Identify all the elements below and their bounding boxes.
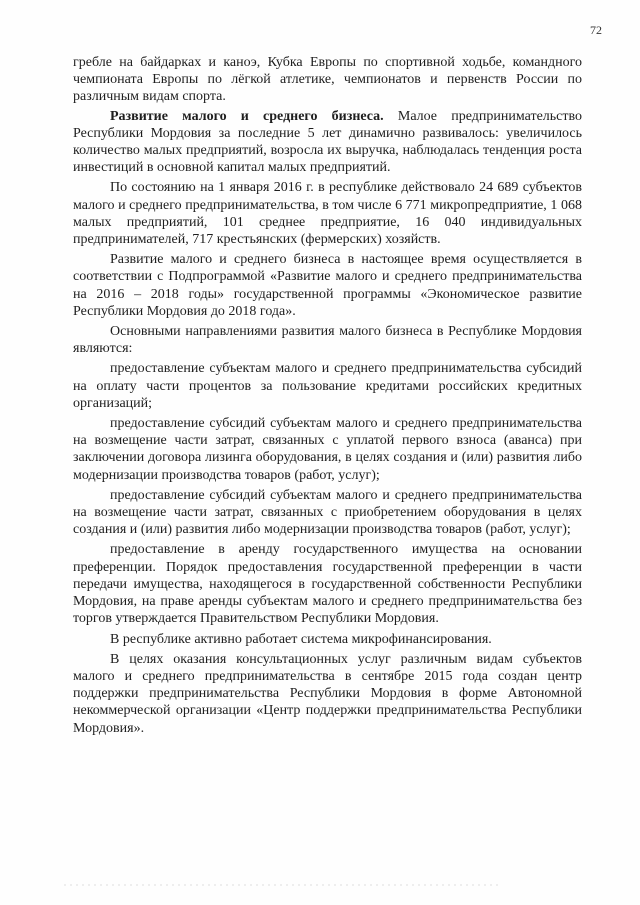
- body-text: [73, 54, 582, 740]
- list-item-leasing-subsidies: предоставление субсидий субъектам малого и среднего предпринимательства на возмещение части затрат, связанных с уплатой первого взноса (аванса) при заключении договора лизинга оборудования, в целях создания и (или) развития либо модернизации производства товаров (работ, услуг);: [73, 416, 582, 483]
- paragraph-sme-development: [73, 108, 582, 177]
- list-item-property-lease: предоставление в аренду государственного имущества на основании преференции. Порядок предоставления государственной преференции в части передачи имущества, находящегося в государственной собственности Республики Мордовия, на праве аренды субъектам малого и среднего предпринимательства без торгов утверждается Правительством Республики Мордовия.: [73, 542, 582, 627]
- paragraph-microfinance: В республике активно работает система микрофинансирования.: [110, 631, 492, 647]
- paragraph-subprogram: Развитие малого и среднего бизнеса в настоящее время осуществляется в соответствии с Подпрограммой «Развитие малого и среднего предпринимательства на 2016 – 2018 годы» государственной программы «Экономическое развитие Республики Мордовия до 2018 года».: [73, 252, 582, 319]
- list-item-interest-subsidies: предоставление субъектам малого и среднего предпринимательства субсидий на оплату части процентов за пользование кредитами российских кредитных организаций;: [73, 361, 582, 411]
- list-item-equipment-subsidies: предоставление субсидий субъектам малого и среднего предпринимательства на возмещение части затрат, связанных с приобретением оборудования в целях создания и (или) развития либо модернизации производства товаров (работ, услуг);: [73, 487, 582, 538]
- section-heading: Развитие малого и среднего бизнеса.: [110, 108, 384, 124]
- paragraph-statistics: По состоянию на 1 января 2016 г. в республике действовало 24 689 субъектов малого и среднего предпринимательства, в том числе 6 771 микропредприятие, 1 068 малых предприятий, 101 среднее предприятие, 16 040 индивидуальных предпринимателей, 717 крестьянских (фермерских) хозяйств.: [73, 180, 582, 248]
- paragraph-text: Малое предпринимательство Республики Мордовия за последние 5 лет динамично развивалось: увеличилось количество малых предприятий, возросла их выручка, наблюдалась тенденция роста инвестиций в основной капитал малых предприятий.: [73, 108, 582, 176]
- paragraph-directions-intro: Основными направлениями развития малого бизнеса в Республике Мордовия являются:: [73, 324, 582, 357]
- page-number: 72: [590, 23, 602, 37]
- paragraph-continuation: гребле на байдарках и каноэ, Кубка Европы по спортивной ходьбе, командного чемпионата Европы по лёгкой атлетике, чемпионатов и первенств России по различным видам спорта.: [73, 55, 582, 105]
- scan-artifact: [62, 884, 502, 886]
- paragraph-support-center: В целях оказания консультационных услуг различным видам субъектов малого и среднего предпринимательства в сентябре 2015 года создан центр поддержки предпринимательства Республики Мордовия в форме Автономной некоммерческой организации «Центр поддержки предпринимательства Республики Мордовия».: [73, 651, 582, 736]
